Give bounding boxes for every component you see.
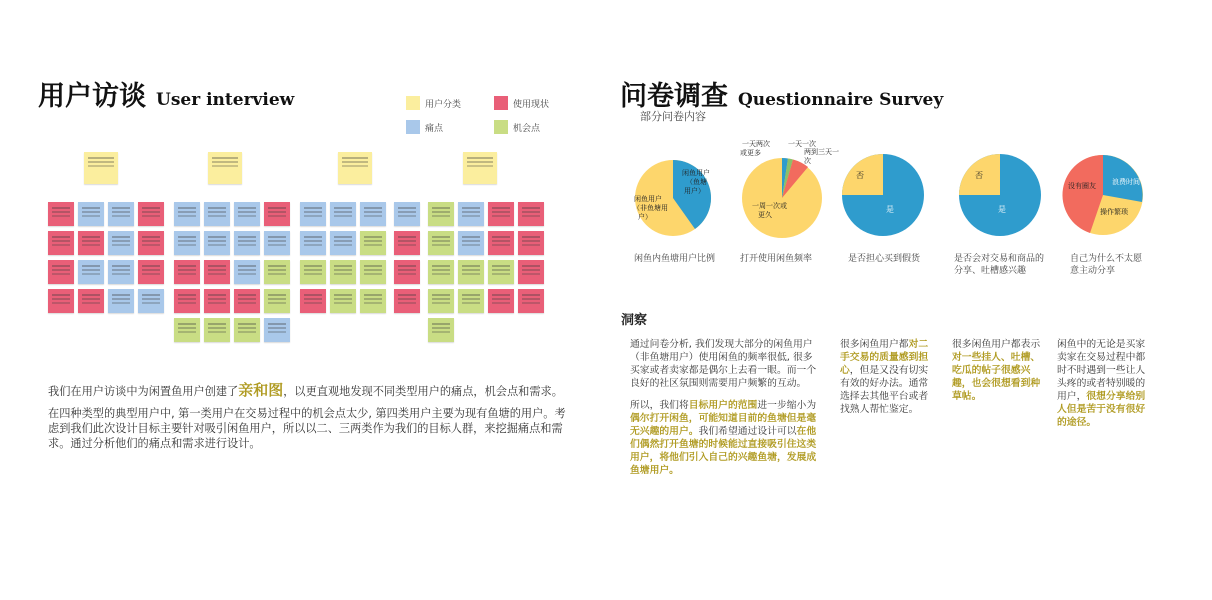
insight-column-3: 很多闲鱼用户都表示对一些挂人、吐槽、吃瓜的帖子很感兴趣，也会很想看到种草帖。 bbox=[952, 339, 1041, 402]
insight-paragraph-2: 所以，我们将目标用户的范围进一步缩小为偶尔打开闲鱼，可能知道目前的鱼塘但是毫无兴趣的用户。我们希望通过设计可以在他们偶然打开鱼塘的时候能过直接吸引住这类用户，将他们引入自己的兴趣鱼塘，发展成鱼塘用户。 bbox=[630, 400, 817, 476]
sticky-note bbox=[234, 260, 260, 284]
sticky-note bbox=[518, 202, 544, 226]
sticky-note bbox=[264, 318, 290, 342]
pie-chart-fake-worry bbox=[838, 150, 928, 240]
sticky-note bbox=[138, 260, 164, 284]
sticky-note bbox=[48, 231, 74, 255]
pie-chart-pond-ratio bbox=[630, 155, 716, 241]
questionnaire-subtitle: 部分问卷内容 bbox=[640, 110, 706, 123]
sticky-note bbox=[48, 202, 74, 226]
pie-label: 浪费时间 bbox=[1112, 178, 1140, 186]
sticky-note bbox=[48, 260, 74, 284]
sticky-note-header bbox=[84, 152, 118, 184]
sticky-note bbox=[204, 260, 230, 284]
pie-caption-1: 闲鱼内鱼塘用户比例 bbox=[634, 254, 716, 264]
sticky-note bbox=[300, 260, 326, 284]
sticky-note bbox=[394, 289, 420, 313]
sticky-note bbox=[428, 318, 454, 342]
affinity-highlight: 亲和图 bbox=[238, 381, 284, 399]
pie-label: 一天一次 bbox=[788, 140, 816, 148]
sticky-note bbox=[300, 289, 326, 313]
insight-paragraph-1: 通过问卷分析, 我们发现大部分的闲鱼用户（非鱼塘用户）使用闲鱼的频率很低, 很多买家或者卖家都是偶尔上去看一眼。而一个良好的社区氛围则需要用户频繁的互动。 bbox=[630, 339, 817, 389]
pie-label: 一周一次或更久 bbox=[752, 202, 787, 219]
legend-item-usage bbox=[494, 96, 566, 110]
sticky-note bbox=[300, 202, 326, 226]
sticky-note bbox=[108, 202, 134, 226]
pie-caption-4: 是否会对交易和商品的分享、吐槽感兴趣 bbox=[954, 254, 1045, 276]
sticky-note bbox=[394, 260, 420, 284]
sticky-note-header bbox=[338, 152, 372, 184]
sticky-note bbox=[138, 202, 164, 226]
sticky-note bbox=[488, 202, 514, 226]
sticky-note bbox=[394, 202, 420, 226]
sticky-note bbox=[330, 231, 356, 255]
pie-caption-3: 是否担心买到假货 bbox=[848, 254, 921, 264]
sticky-note bbox=[518, 289, 544, 313]
sticky-note bbox=[174, 260, 200, 284]
sticky-note bbox=[458, 289, 484, 313]
sticky-note bbox=[108, 260, 134, 284]
insight-title: 洞察 bbox=[621, 313, 648, 328]
insight-column-2: 很多闲鱼用户都对二手交易的质量感到担心，但是又没有切实有效的好办法。通常选择去其他平台或者找熟人帮忙鉴定。 bbox=[840, 339, 929, 415]
user-interview-title-en: User interview bbox=[156, 90, 295, 110]
sticky-note bbox=[204, 231, 230, 255]
pie-label: 否 bbox=[856, 171, 864, 180]
sticky-note bbox=[488, 260, 514, 284]
sticky-note bbox=[428, 289, 454, 313]
sticky-note bbox=[138, 289, 164, 313]
legend-swatch-red bbox=[494, 96, 508, 110]
legend-label: 痛点 bbox=[425, 123, 444, 134]
sticky-note bbox=[78, 231, 104, 255]
sticky-note bbox=[300, 231, 326, 255]
sticky-note bbox=[428, 231, 454, 255]
legend-label: 使用现状 bbox=[513, 99, 550, 110]
sticky-note bbox=[234, 289, 260, 313]
sticky-note bbox=[428, 202, 454, 226]
pie-label: 一天两次或更多 bbox=[740, 140, 770, 157]
pie-label: 闲鱼用户（鱼塘用户） bbox=[682, 169, 710, 195]
sticky-note bbox=[204, 202, 230, 226]
affinity-legend bbox=[406, 96, 566, 134]
legend-swatch-blue bbox=[406, 120, 420, 134]
legend-item-opportunity bbox=[494, 120, 566, 134]
sticky-note bbox=[330, 289, 356, 313]
pie-label: 闲鱼用户（非鱼塘用户） bbox=[633, 195, 668, 221]
sticky-note bbox=[174, 318, 200, 342]
sticky-note bbox=[234, 318, 260, 342]
sticky-note bbox=[360, 289, 386, 313]
description-paragraph-2: 在四种类型的典型用户中, 第一类用户在交易过程中的机会点太少, 第四类用户主要为现有鱼塘的用户。考虑到我们此次设计目标主要针对吸引闲鱼用户，所以以二、三两类作为我们的目标人群，来挖掘痛点和需求。通过分析他们的痛点和需求进行设计。 bbox=[48, 407, 566, 450]
legend-item-user-type bbox=[406, 96, 494, 110]
sticky-note bbox=[360, 260, 386, 284]
sticky-note bbox=[78, 260, 104, 284]
pie-label: 没有圈友 bbox=[1068, 182, 1096, 190]
sticky-note bbox=[48, 289, 74, 313]
sticky-note bbox=[108, 289, 134, 313]
user-interview-description bbox=[48, 383, 568, 458]
user-interview-title-cn: 用户访谈 bbox=[38, 81, 146, 112]
sticky-note bbox=[264, 289, 290, 313]
sticky-note bbox=[234, 231, 260, 255]
questionnaire-title-en: Questionnaire Survey bbox=[738, 90, 944, 110]
legend-label: 用户分类 bbox=[425, 99, 462, 110]
sticky-note bbox=[360, 202, 386, 226]
sticky-note bbox=[458, 260, 484, 284]
pie-label: 操作繁琐 bbox=[1100, 208, 1128, 216]
pie-chart-open-frequency bbox=[732, 140, 839, 240]
sticky-note bbox=[264, 202, 290, 226]
sticky-note bbox=[428, 260, 454, 284]
sticky-note bbox=[458, 231, 484, 255]
questionnaire-title-cn: 问卷调查 bbox=[620, 81, 728, 112]
legend-swatch-yellow bbox=[406, 96, 420, 110]
sticky-note-header bbox=[208, 152, 242, 184]
pie-label: 是 bbox=[998, 205, 1006, 214]
sticky-note bbox=[458, 202, 484, 226]
sticky-note bbox=[204, 289, 230, 313]
legend-item-pain-point bbox=[406, 120, 494, 134]
pie-label: 是 bbox=[886, 205, 894, 214]
insight-column-4: 闲鱼中的无论是买家卖家在交易过程中都时不时遇到一些让人头疼的或者特别暖的用户，很想分享给别人但是苦于没有很好的途径。 bbox=[1057, 339, 1146, 428]
sticky-note bbox=[174, 231, 200, 255]
pie-chart-share-reason bbox=[1060, 152, 1146, 238]
sticky-note-header bbox=[463, 152, 497, 184]
pie-caption-2: 打开使用闲鱼频率 bbox=[740, 254, 813, 264]
sticky-note bbox=[518, 260, 544, 284]
sticky-note bbox=[174, 202, 200, 226]
sticky-note bbox=[330, 260, 356, 284]
user-interview-title bbox=[38, 74, 294, 113]
description-paragraph-1: 我们在用户访谈中为闲置鱼用户创建了亲和图，以更直观地发现不同类型用户的痛点，机会点和需求。 bbox=[48, 381, 563, 399]
sticky-note bbox=[108, 231, 134, 255]
sticky-note bbox=[488, 231, 514, 255]
sticky-note bbox=[234, 202, 260, 226]
sticky-note bbox=[204, 318, 230, 342]
sticky-note bbox=[138, 231, 164, 255]
sticky-note bbox=[394, 231, 420, 255]
pie-chart-share-interest bbox=[955, 150, 1045, 240]
insight-column-1 bbox=[630, 338, 820, 486]
legend-swatch-green bbox=[494, 120, 508, 134]
sticky-note bbox=[174, 289, 200, 313]
sticky-note bbox=[330, 202, 356, 226]
sticky-note bbox=[488, 289, 514, 313]
sticky-note bbox=[78, 202, 104, 226]
pie-label: 两到三天一次 bbox=[804, 148, 839, 165]
pie-label: 否 bbox=[975, 171, 983, 180]
affinity-diagram-board bbox=[38, 150, 558, 350]
sticky-note bbox=[264, 260, 290, 284]
sticky-note bbox=[518, 231, 544, 255]
legend-label: 机会点 bbox=[513, 123, 541, 134]
sticky-note bbox=[360, 231, 386, 255]
sticky-note bbox=[78, 289, 104, 313]
sticky-note bbox=[264, 231, 290, 255]
pie-caption-5: 自己为什么不太愿意主动分享 bbox=[1070, 254, 1143, 276]
